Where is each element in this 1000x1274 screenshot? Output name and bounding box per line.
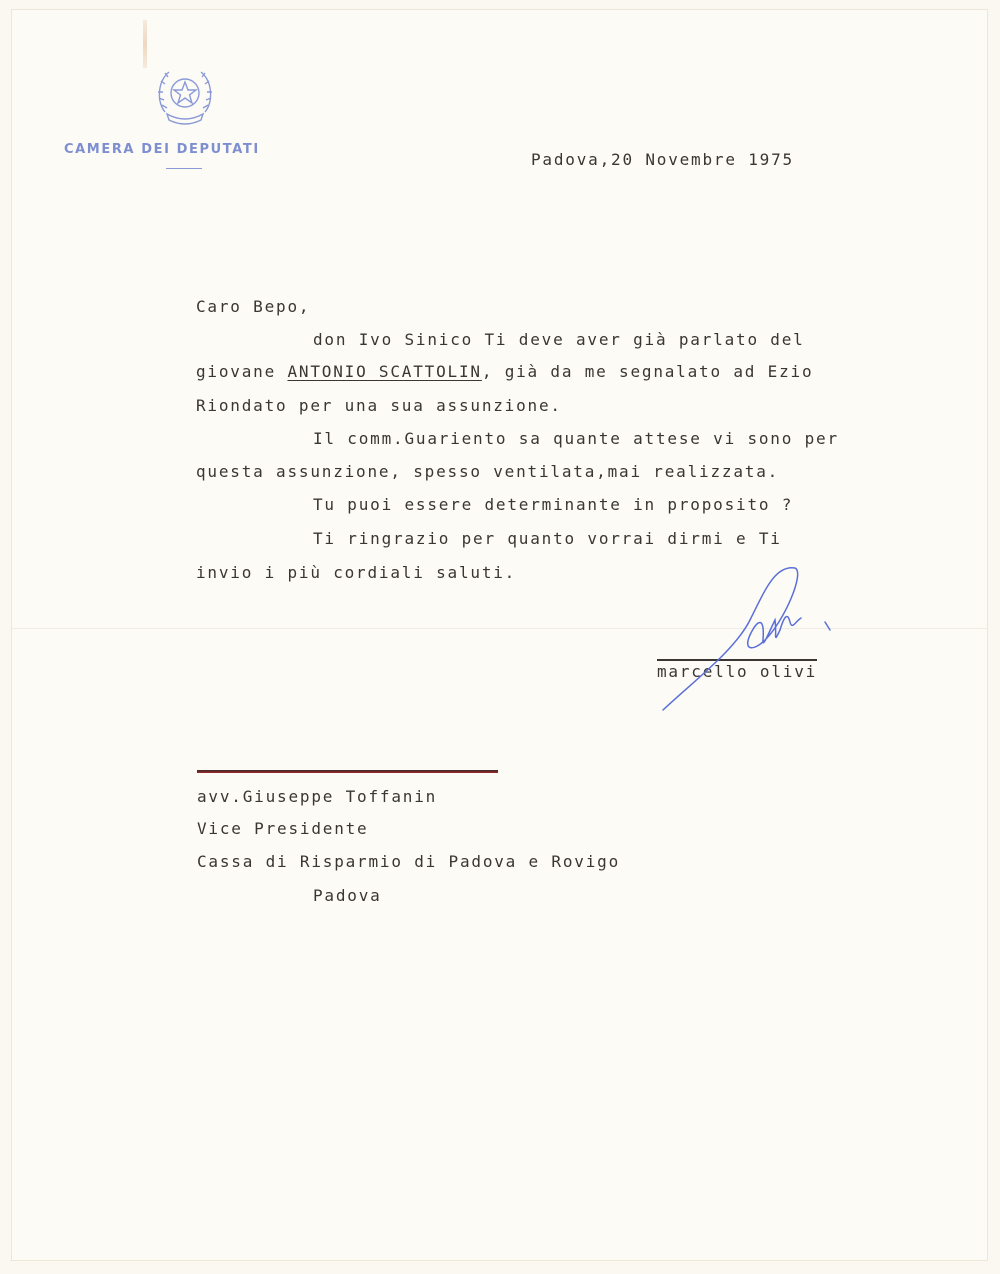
body-line: questa assunzione, spesso ventilata,mai realizzata.	[196, 462, 780, 481]
recipient-title: Vice Presidente	[197, 819, 369, 838]
recipient-name: avv.Giuseppe Toffanin	[197, 787, 438, 806]
body-text: , già da me segnalato ad Ezio	[481, 362, 814, 381]
letterhead-title: CAMERA DEI DEPUTATI	[64, 142, 260, 157]
body-line: Il comm.Guariento sa quante attese vi sono per	[313, 429, 839, 448]
typed-signature: marcello olivi	[657, 662, 818, 681]
emblem-icon	[155, 62, 215, 128]
body-line: invio i più cordiali saluti.	[196, 563, 517, 582]
body-line	[196, 362, 813, 382]
separator-rule	[197, 770, 498, 773]
body-line: Tu puoi essere determinante in proposito ?	[313, 495, 794, 514]
body-line: don Ivo Sinico Ti deve aver già parlato del	[313, 330, 805, 349]
salutation: Caro Bepo,	[196, 297, 311, 316]
stain-mark	[143, 20, 147, 68]
letterhead-ornament	[166, 168, 202, 169]
date-line: Padova,20 Novembre 1975	[531, 150, 794, 169]
handwritten-signature	[655, 560, 845, 720]
candidate-name: ANTONIO SCATTOLIN	[287, 362, 482, 381]
body-text: giovane	[196, 362, 288, 381]
body-line: Ti ringrazio per quanto vorrai dirmi e Ti	[313, 529, 782, 548]
recipient-organization: Cassa di Risparmio di Padova e Rovigo	[197, 852, 621, 871]
recipient-city: Padova	[313, 886, 382, 905]
body-line: Riondato per una sua assunzione.	[196, 396, 562, 415]
